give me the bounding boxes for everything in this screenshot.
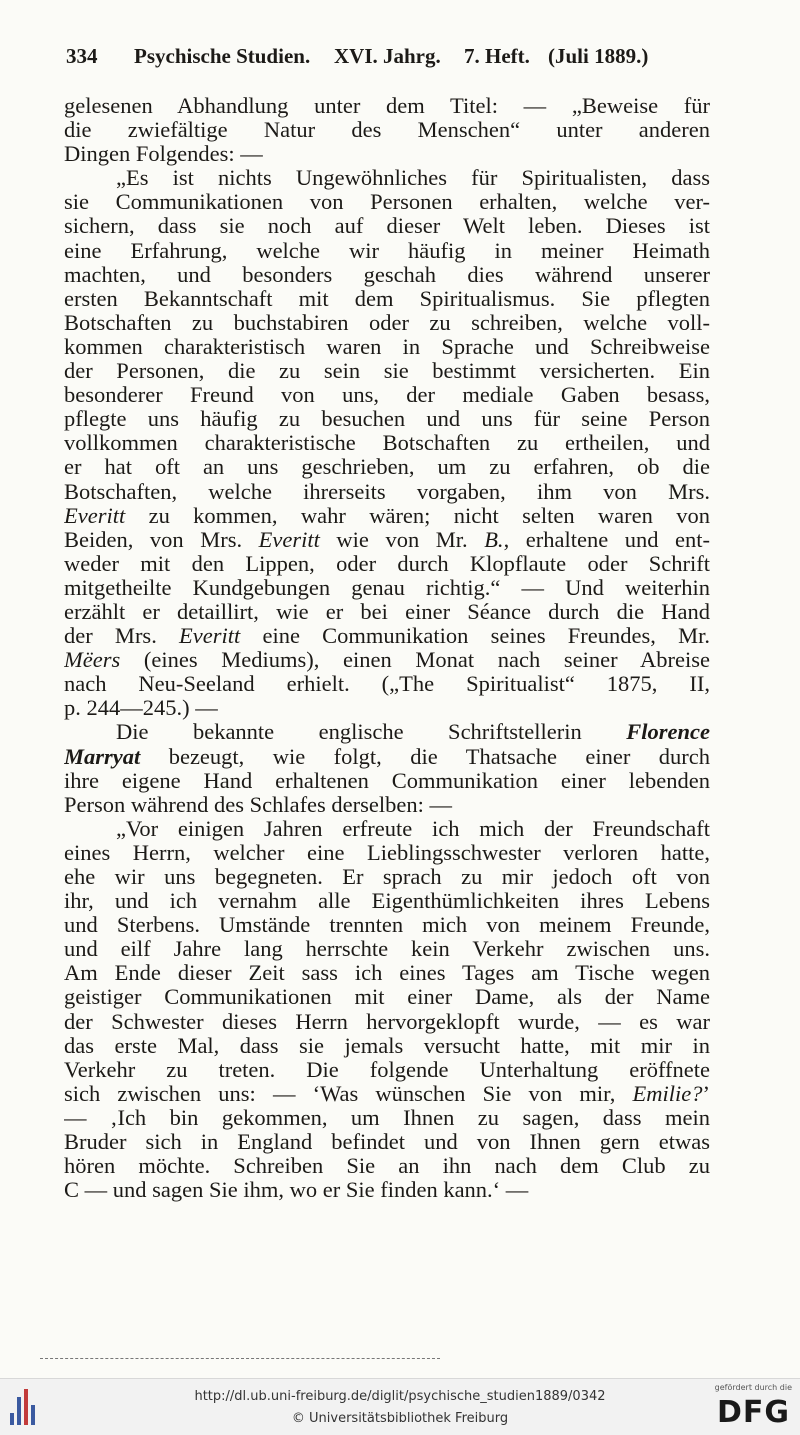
text-line: besonderer Freund von uns, der mediale Gaben besass, bbox=[64, 383, 710, 408]
text-line: Person während des Schlafes derselben: — bbox=[64, 792, 453, 817]
text-line: ehe wir uns begegneten. Er sprach zu mir jedoch oft von bbox=[64, 865, 710, 889]
italic-name: Everitt bbox=[64, 503, 126, 528]
author-name: Marryat bbox=[64, 744, 141, 769]
text-line: kommen charakteristisch waren in Sprache und Schreibweise bbox=[64, 334, 710, 359]
text-segment: ’ bbox=[702, 1081, 710, 1106]
text-line: und Sterbens. Umstände trennten mich von meinem Freunde, bbox=[64, 913, 710, 938]
text-segment: sich zwischen uns: — ‘Was wünschen Sie von mir, bbox=[64, 1081, 633, 1106]
date: (Juli 1889.) bbox=[548, 44, 649, 68]
dfg-logo bbox=[702, 1383, 792, 1431]
text-segment: bezeugt, wie folgt, die Thatsache einer durch bbox=[140, 744, 710, 769]
source-url[interactable]: http://dl.ub.uni-freiburg.de/diglit/psychische_studien1889/0342 bbox=[194, 1389, 606, 1404]
text-line: der Schwester dieses Herrn hervorgeklopft wurde, — es war bbox=[64, 1009, 710, 1034]
body-text bbox=[64, 94, 710, 1202]
text-line bbox=[64, 720, 710, 744]
text-line bbox=[64, 745, 710, 769]
text-segment: zu kommen, wahr wären; nicht selten waren von bbox=[125, 503, 710, 528]
text-line: Botschaften zu buchstabiren oder zu schreiben, welche voll- bbox=[64, 310, 710, 335]
text-line: C — und sagen Sie ihm, wo er Sie finden kann.‘ — bbox=[64, 1178, 529, 1203]
text-line: pflegte uns häufig zu besuchen und uns für seine Person bbox=[64, 407, 710, 432]
text-line: „Es ist nichts Ungewöhnliches für Spiritualisten, dass bbox=[116, 166, 710, 191]
italic-name: B. bbox=[484, 527, 504, 552]
text-line: gelesenen Abhandlung unter dem Titel: — „Beweise für bbox=[64, 94, 710, 118]
text-line: Dingen Folgendes: — bbox=[64, 142, 263, 167]
text-line: Bruder sich in England befindet und von Ihnen gern etwas bbox=[64, 1130, 710, 1155]
funded-by-label: gefördert durch die bbox=[714, 1383, 792, 1392]
text-segment: eine Communikation seines Freundes, Mr. bbox=[240, 624, 710, 649]
text-line: ersten Bekanntschaft mit dem Spiritualismus. Sie pflegten bbox=[64, 286, 710, 311]
text-line: — ‚Ich bin gekommen, um Ihnen zu sagen, dass mein bbox=[64, 1105, 710, 1130]
text-line bbox=[64, 504, 710, 528]
italic-name: Mëers bbox=[64, 648, 121, 673]
text-line: der Personen, die zu sein sie bestimmt versicherten. Ein bbox=[64, 359, 710, 384]
text-segment: wie von Mr. bbox=[319, 527, 485, 552]
text-line: p. 244—245.) — bbox=[64, 696, 218, 721]
page-bottom-rule bbox=[40, 1358, 440, 1361]
text-line: weder mit den Lippen, oder durch Klopflaute oder Schrift bbox=[64, 551, 710, 576]
text-line: sie Communikationen von Personen erhalten, welche ver- bbox=[64, 190, 710, 215]
text-segment: Die bekannte englische Schriftstellerin bbox=[116, 720, 627, 745]
viewer-footer bbox=[0, 1378, 800, 1435]
italic-name: Everitt bbox=[179, 624, 241, 649]
text-line: das erste Mal, dass sie jemals versucht hatte, mit mir in bbox=[64, 1033, 710, 1058]
text-line: eine Erfahrung, welche wir häufig in meiner Heimath bbox=[64, 238, 710, 263]
text-line bbox=[64, 624, 710, 648]
text-line: Botschaften, welche ihrerseits vorgaben, ihm von Mrs. bbox=[64, 479, 710, 504]
text-line bbox=[64, 1082, 710, 1106]
issue: 7. Heft. bbox=[464, 44, 530, 68]
italic-name: Emilie? bbox=[632, 1081, 703, 1106]
text-line: nach Neu-Seeland erhielt. („The Spiritualist“ 1875, II, bbox=[64, 672, 710, 697]
text-line: er hat oft an uns geschrieben, um zu erfahren, ob die bbox=[64, 455, 710, 480]
text-line: die zwiefältige Natur des Menschen“ unter anderen bbox=[64, 118, 710, 143]
text-segment: Beiden, von Mrs. bbox=[64, 527, 259, 552]
text-line: geistiger Communikationen mit einer Dame, als der Name bbox=[64, 985, 710, 1010]
text-line: hören möchte. Schreiben Sie an ihn nach dem Club zu bbox=[64, 1154, 710, 1179]
running-head bbox=[66, 44, 716, 74]
text-line: und eilf Jahre lang herrschte kein Verkehr zwischen uns. bbox=[64, 937, 710, 962]
text-segment: , erhaltene und ent- bbox=[503, 527, 710, 552]
text-line: vollkommen charakteristische Botschaften zu ertheilen, und bbox=[64, 431, 710, 456]
text-line: Verkehr zu treten. Die folgende Unterhaltung eröffnete bbox=[64, 1057, 710, 1082]
text-segment: (eines Mediums), einen Monat nach seiner Abreise bbox=[120, 648, 710, 673]
text-line: erzählt er detaillirt, wie er bei einer Séance durch die Hand bbox=[64, 599, 710, 624]
author-name: Florence bbox=[626, 720, 710, 745]
journal-title: Psychische Studien. bbox=[134, 44, 311, 68]
copyright-notice: © Universitätsbibliothek Freiburg bbox=[291, 1411, 509, 1426]
text-line: ihr, und ich vernahm alle Eigenthümlichkeiten ihres Lebens bbox=[64, 889, 710, 914]
text-line bbox=[64, 528, 710, 552]
text-line: machten, und besonders geschah dies während unserer bbox=[64, 262, 710, 287]
dfg-logo-icon: DFG bbox=[716, 1395, 790, 1430]
volume: XVI. Jahrg. bbox=[334, 44, 441, 68]
text-line: „Vor einigen Jahren erfreute ich mich der Freundschaft bbox=[116, 816, 710, 841]
text-segment: der Mrs. bbox=[64, 624, 180, 649]
text-line: mitgetheilte Kundgebungen genau richtig.“ — Und weiterhin bbox=[64, 575, 710, 600]
text-line bbox=[64, 648, 710, 672]
text-line: sichern, dass sie noch auf dieser Welt leben. Dieses ist bbox=[64, 214, 710, 239]
text-line: Am Ende dieser Zeit sass ich eines Tages am Tische wegen bbox=[64, 961, 710, 986]
text-line: eines Herrn, welcher eine Lieblingsschwester verloren hatte, bbox=[64, 840, 710, 865]
page-number: 334 bbox=[66, 44, 98, 68]
italic-name: Everitt bbox=[258, 527, 320, 552]
text-line: ihre eigene Hand erhaltenen Communikation einer lebenden bbox=[64, 768, 710, 793]
